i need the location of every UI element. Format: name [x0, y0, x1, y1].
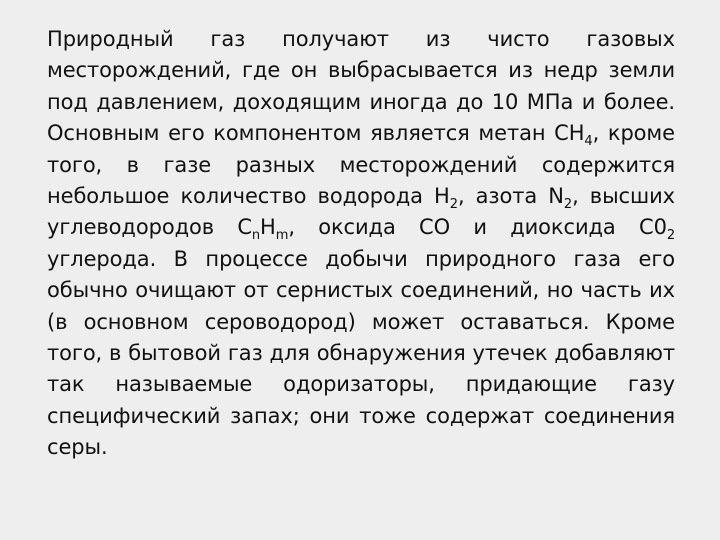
text-segment: , высших углеводородов C — [47, 184, 675, 240]
subscript: 2 — [666, 228, 675, 244]
text-segment: углерода. В процессе добычи природного газа его обычно очищают от сернистых соединений, но часть их (в основном сероводород) может оставаться. Кроме того, в бытовой газ для обнаружения утечек добавляют так называемые одоризаторы, придающие газу специфический запах; они тоже содержат соединения серы. — [47, 246, 675, 460]
text-segment: H — [260, 215, 276, 240]
text-segment: , кроме того, в газе разных месторождений содержится небольшое количество водорода H — [47, 121, 675, 209]
text-segment: , азота N — [457, 184, 564, 209]
subscript: 2 — [563, 197, 573, 213]
subscript: n — [251, 228, 261, 244]
body-paragraph — [47, 24, 675, 464]
text-segment: , оксида CO и диоксида C0 — [288, 215, 667, 240]
subscript: 2 — [449, 197, 458, 213]
text-segment: Природный газ получают из чисто газовых месторождений, где он выбрасывается из недр земли под давлением, доходящим иногда до 10 МПа и более. Основным его компонентом является метан CH — [47, 27, 675, 146]
subscript: 4 — [584, 134, 593, 150]
subscript: m — [275, 228, 289, 244]
